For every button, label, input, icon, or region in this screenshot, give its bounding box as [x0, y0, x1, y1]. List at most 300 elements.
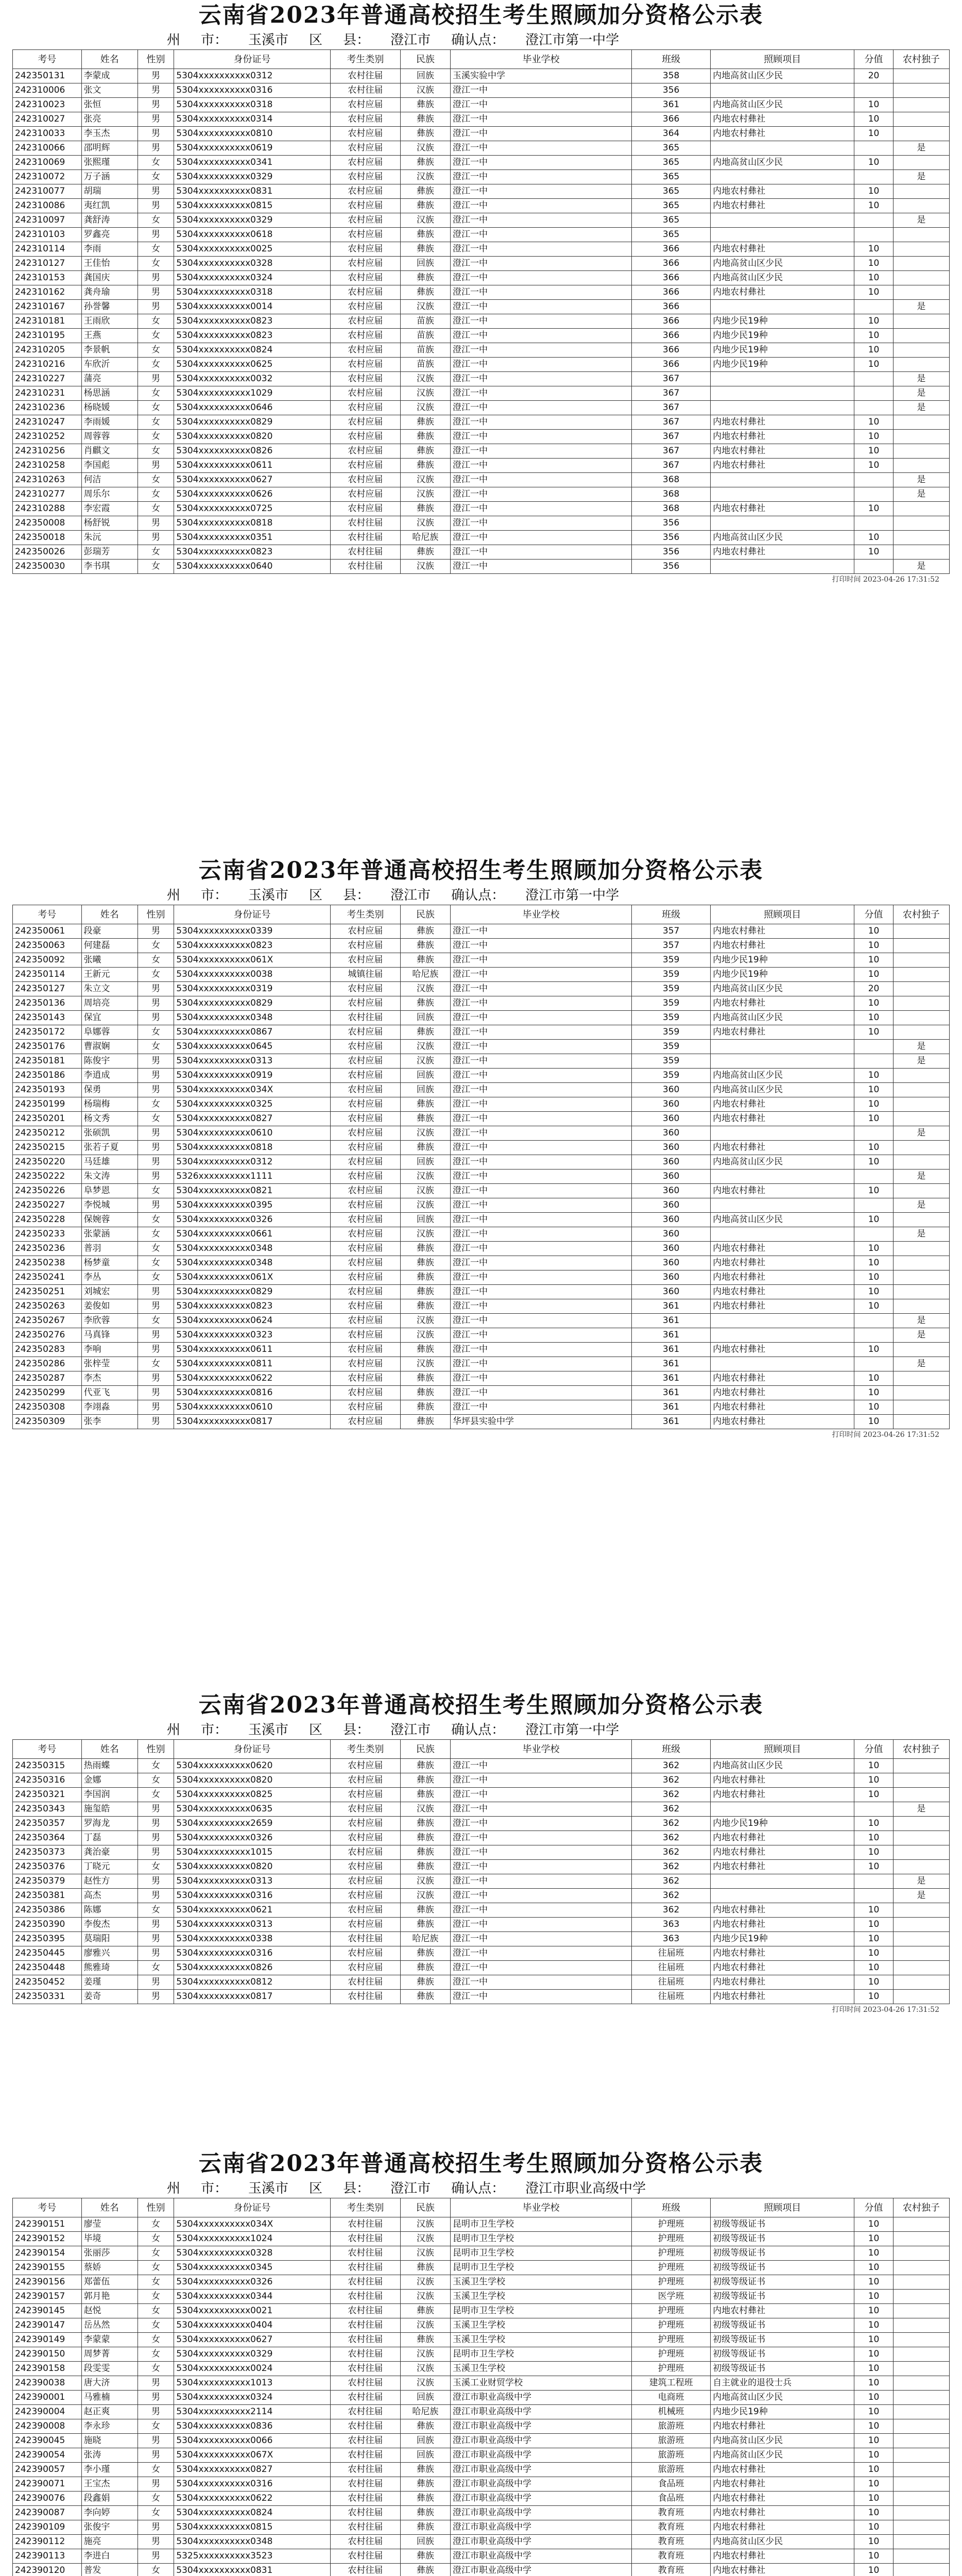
table-cell: 女 [138, 939, 174, 953]
table-cell [893, 271, 949, 285]
table-cell: 澄江一中 [450, 1170, 631, 1184]
table-cell: 内地少民19种 [711, 314, 854, 329]
table-cell: 242310258 [13, 459, 82, 473]
meta-shi: 玉溪市 [248, 2181, 289, 2196]
table-cell [854, 516, 893, 531]
table-cell: 男 [138, 996, 174, 1011]
table-row [13, 1831, 950, 1845]
table-cell: 回族 [400, 2434, 450, 2448]
table-cell: 10 [854, 1946, 893, 1961]
table-cell: 澄江一中 [450, 1141, 631, 1155]
table-row [13, 1343, 950, 1357]
table-cell: 农村应届 [330, 1270, 400, 1285]
table-cell: 澄江一中 [450, 170, 631, 184]
table-cell: 农村应届 [330, 1126, 400, 1141]
table-cell: 农村往届 [330, 2275, 400, 2290]
table-cell: 张若子夏 [81, 1141, 138, 1155]
table-row [13, 69, 950, 83]
table-cell: 何建磊 [81, 939, 138, 953]
table-cell: 是 [893, 1198, 949, 1213]
table-cell: 10 [854, 1990, 893, 2004]
meta-xian: 澄江市 [390, 32, 431, 48]
table-cell: 10 [854, 2246, 893, 2261]
table-cell: 男 [138, 1918, 174, 1932]
table-cell: 5304xxxxxxxxxx0348 [174, 1242, 331, 1256]
table-cell: 10 [854, 1845, 893, 1860]
table-cell: 农村应届 [330, 1198, 400, 1213]
table-cell: 男 [138, 2376, 174, 2391]
table-cell: 242310127 [13, 257, 82, 271]
table-cell: 杨文秀 [81, 1112, 138, 1126]
table-cell: 农村应届 [330, 502, 400, 516]
table-cell [893, 285, 949, 300]
table-cell: 是 [893, 1357, 949, 1371]
table-cell: 杨梦童 [81, 1256, 138, 1270]
table-cell [893, 1256, 949, 1270]
table-cell: 5304xxxxxxxxxx0348 [174, 1256, 331, 1270]
table-cell: 5304xxxxxxxxxx0661 [174, 1227, 331, 1242]
column-header: 身份证号 [174, 2198, 331, 2217]
table-cell: 澄江一中 [450, 285, 631, 300]
column-header: 毕业学校 [450, 2198, 631, 2217]
sheet-title: 云南省2023年普通高校招生考生照顾加分资格公示表 [198, 2, 764, 28]
table-cell: 澄江一中 [450, 953, 631, 968]
table-cell: 10 [854, 1759, 893, 1773]
table-cell: 内地农村彝社 [711, 2520, 854, 2535]
table-cell: 周梦菁 [81, 2347, 138, 2362]
table-row [13, 473, 950, 487]
table-cell: 内地农村彝社 [711, 502, 854, 516]
table-cell: 242350395 [13, 1932, 82, 1946]
table-cell: 5304xxxxxxxxxx0611 [174, 1343, 331, 1357]
table-cell: 242350308 [13, 1400, 82, 1415]
table-row [13, 184, 950, 199]
table-cell: 男 [138, 1415, 174, 1429]
table-cell: 368 [632, 502, 711, 516]
table-cell: 242350092 [13, 953, 82, 968]
table-cell: 澄江一中 [450, 1961, 631, 1975]
table-cell: 澄江一中 [450, 1990, 631, 2004]
table-cell: 汉族 [400, 1314, 450, 1328]
table-cell [893, 1270, 949, 1285]
table-cell [711, 1040, 854, 1054]
table-cell: 5304xxxxxxxxxx0820 [174, 430, 331, 444]
table-cell: 10 [854, 2304, 893, 2318]
table-cell: 曹淑娴 [81, 1040, 138, 1054]
table-cell: 是 [893, 560, 949, 574]
table-cell: 澄江一中 [450, 1874, 631, 1889]
table-cell: 5304xxxxxxxxxx0328 [174, 257, 331, 271]
table-cell: 是 [893, 1227, 949, 1242]
meta-shi: 玉溪市 [248, 888, 289, 903]
table-cell: 5304xxxxxxxxxx0038 [174, 968, 331, 982]
column-header: 性别 [138, 50, 174, 69]
table-row [13, 415, 950, 430]
table-cell: 机械班 [632, 2405, 711, 2419]
table-cell: 内地高贫山区少民 [711, 1155, 854, 1170]
table-cell: 彝族 [400, 2520, 450, 2535]
table-cell: 男 [138, 924, 174, 939]
table-cell: 5304xxxxxxxxxx1015 [174, 1845, 331, 1860]
table-cell: 10 [854, 2217, 893, 2232]
table-cell: 澄江市职业高级中学 [450, 2391, 631, 2405]
table-cell: 242390154 [13, 2246, 82, 2261]
table-cell: 女 [138, 257, 174, 271]
table-cell: 360 [632, 1242, 711, 1256]
table-cell: 农村应届 [330, 1025, 400, 1040]
column-header: 民族 [400, 905, 450, 924]
table-cell: 内地高贫山区少民 [711, 2535, 854, 2549]
table-cell: 内地农村彝社 [711, 2506, 854, 2520]
table-cell: 苗族 [400, 343, 450, 358]
table-cell: 廖莹 [81, 2217, 138, 2232]
table-cell: 男 [138, 228, 174, 242]
table-cell: 女 [138, 2275, 174, 2290]
table-cell: 242350227 [13, 1198, 82, 1213]
table-cell: 男 [138, 1845, 174, 1860]
table-cell: 5304xxxxxxxxxx0817 [174, 1415, 331, 1429]
table-cell: 农村应届 [330, 1946, 400, 1961]
table-cell: 5304xxxxxxxxxx0823 [174, 1299, 331, 1314]
table-cell: 农村应届 [330, 1040, 400, 1054]
table-cell: 内地农村彝社 [711, 1845, 854, 1860]
table-cell: 内地农村彝社 [711, 996, 854, 1011]
table-cell: 男 [138, 2535, 174, 2549]
table-cell: 普羽 [81, 1242, 138, 1256]
table-cell: 农村应届 [330, 372, 400, 386]
table-cell: 242350114 [13, 968, 82, 982]
meta-shi: 玉溪市 [248, 32, 289, 48]
table-cell [893, 1155, 949, 1170]
table-cell: 5304xxxxxxxxxx0820 [174, 1773, 331, 1788]
table-cell [893, 358, 949, 372]
table-cell: 澄江一中 [450, 242, 631, 257]
table-cell: 马真锋 [81, 1328, 138, 1343]
table-cell: 澄江一中 [450, 127, 631, 141]
table-cell [893, 2246, 949, 2261]
table-cell: 10 [854, 2535, 893, 2549]
table-cell: 内地农村彝社 [711, 1961, 854, 1975]
table-cell: 男 [138, 2477, 174, 2492]
table-cell [893, 2290, 949, 2304]
table-cell: 旅游班 [632, 2419, 711, 2434]
table-cell: 农村往届 [330, 2564, 400, 2576]
table-cell: 彝族 [400, 953, 450, 968]
table-cell: 农村往届 [330, 2549, 400, 2564]
table-cell: 360 [632, 1155, 711, 1170]
table-cell [893, 199, 949, 213]
table-cell: 242350226 [13, 1184, 82, 1198]
table-cell: 242350381 [13, 1889, 82, 1903]
meta-confirm-label: 确认点： [451, 888, 505, 903]
header-row [13, 1740, 950, 1759]
table-cell [893, 1184, 949, 1198]
table-cell: 李小瑾 [81, 2463, 138, 2477]
table-cell: 刘城宏 [81, 1285, 138, 1299]
table-cell: 360 [632, 1141, 711, 1155]
table-cell: 内地高贫山区少民 [711, 156, 854, 170]
table-cell: 10 [854, 531, 893, 545]
table-row [13, 1054, 950, 1069]
table-cell: 王佳怡 [81, 257, 138, 271]
table-cell: 242350061 [13, 924, 82, 939]
table-cell: 往届班 [632, 1961, 711, 1975]
table-cell: 彝族 [400, 2492, 450, 2506]
column-header: 分值 [854, 2198, 893, 2217]
table-row [13, 1270, 950, 1285]
column-header: 身份证号 [174, 905, 331, 924]
table-cell: 内地高贫山区少民 [711, 2434, 854, 2448]
table-cell: 男 [138, 2391, 174, 2405]
table-cell: 5304xxxxxxxxxx0811 [174, 1357, 331, 1371]
table-cell [893, 2492, 949, 2506]
table-cell: 代亚飞 [81, 1386, 138, 1400]
table-cell: 农村应届 [330, 430, 400, 444]
table-cell: 护理班 [632, 2232, 711, 2246]
table-cell: 李雨 [81, 242, 138, 257]
table-cell: 242390113 [13, 2549, 82, 2564]
table-cell: 姜瑾 [81, 1975, 138, 1990]
table-cell: 368 [632, 487, 711, 502]
table-cell: 农村应届 [330, 1112, 400, 1126]
table-cell: 农村应届 [330, 1845, 400, 1860]
table-cell: 澄江一中 [450, 415, 631, 430]
table-cell: 5304xxxxxxxxxx0624 [174, 1314, 331, 1328]
table-cell: 358 [632, 69, 711, 83]
table-cell: 364 [632, 127, 711, 141]
table-cell: 蒲亮 [81, 372, 138, 386]
table-cell: 汉族 [400, 2318, 450, 2333]
table-cell [893, 2347, 949, 2362]
table-cell: 初级等级证书 [711, 2290, 854, 2304]
table-cell: 女 [138, 953, 174, 968]
table-cell: 242310231 [13, 386, 82, 401]
meta-xian-label: 县： [343, 32, 370, 48]
table-cell: 5304xxxxxxxxxx0820 [174, 1860, 331, 1874]
table-cell: 242310066 [13, 141, 82, 156]
table-row [13, 1155, 950, 1170]
table-cell: 农村应届 [330, 473, 400, 487]
table-cell: 359 [632, 1025, 711, 1040]
table-cell [893, 924, 949, 939]
table-cell [893, 516, 949, 531]
table-row [13, 271, 950, 285]
table-cell [893, 1400, 949, 1415]
table-cell: 朱立文 [81, 982, 138, 996]
table-cell: 242350030 [13, 560, 82, 574]
table-cell: 10 [854, 1415, 893, 1429]
table-cell [893, 2333, 949, 2347]
table-cell: 10 [854, 1069, 893, 1083]
table-cell [893, 953, 949, 968]
table-cell: 男 [138, 1874, 174, 1889]
table-cell [711, 1227, 854, 1242]
table-cell: 澄江一中 [450, 1802, 631, 1817]
table-cell [854, 1227, 893, 1242]
table-cell: 内地少民19种 [711, 953, 854, 968]
table-cell: 内地高贫山区少民 [711, 2448, 854, 2463]
table-cell: 360 [632, 1227, 711, 1242]
table-cell: 彝族 [400, 1112, 450, 1126]
table-cell: 内地农村彝社 [711, 1256, 854, 1270]
table-cell: 5304xxxxxxxxxx0812 [174, 1975, 331, 1990]
table-cell: 澄江一中 [450, 1097, 631, 1112]
table-cell: 汉族 [400, 1040, 450, 1054]
table-cell: 澄江一中 [450, 1314, 631, 1328]
table-cell [893, 982, 949, 996]
table-cell: 是 [893, 1126, 949, 1141]
table-cell: 农村应届 [330, 271, 400, 285]
table-cell: 242390038 [13, 2376, 82, 2391]
table-cell: 内地农村彝社 [711, 1141, 854, 1155]
table-cell: 是 [893, 372, 949, 386]
table-cell: 澄江一中 [450, 1285, 631, 1299]
table-row [13, 430, 950, 444]
table-cell: 365 [632, 170, 711, 184]
table-cell: 农村往届 [330, 2261, 400, 2275]
table-cell: 哈尼族 [400, 531, 450, 545]
table-cell: 242310023 [13, 98, 82, 112]
table-cell: 华坪县实验中学 [450, 1415, 631, 1429]
table-cell [711, 473, 854, 487]
table-cell: 李欣蓉 [81, 1314, 138, 1328]
table-cell: 澄江一中 [450, 1328, 631, 1343]
table-cell: 10 [854, 415, 893, 430]
table-cell [893, 1371, 949, 1386]
table-cell: 5304xxxxxxxxxx0395 [174, 1198, 331, 1213]
table-cell: 彝族 [400, 156, 450, 170]
table-cell [854, 213, 893, 228]
header-row [13, 50, 950, 69]
table-cell: 苗族 [400, 314, 450, 329]
table-cell: 366 [632, 242, 711, 257]
table-cell: 359 [632, 953, 711, 968]
table-cell: 内地高贫山区少民 [711, 271, 854, 285]
table-cell [893, 329, 949, 343]
table-cell: 朱文涛 [81, 1170, 138, 1184]
table-cell: 10 [854, 2232, 893, 2246]
column-header: 性别 [138, 1740, 174, 1759]
table-cell: 10 [854, 2506, 893, 2520]
table-row [13, 968, 950, 982]
table-cell [893, 1932, 949, 1946]
table-cell: 澄江一中 [450, 386, 631, 401]
table-cell: 女 [138, 1040, 174, 1054]
table-cell: 内地农村彝社 [711, 1788, 854, 1802]
table-cell: 5325xxxxxxxxxx3523 [174, 2549, 331, 2564]
table-cell: 澄江一中 [450, 1371, 631, 1386]
table-cell: 金娜 [81, 1773, 138, 1788]
table-cell: 肖麒文 [81, 444, 138, 459]
table-cell: 10 [854, 2405, 893, 2419]
table-cell: 彝族 [400, 415, 450, 430]
table-cell: 男 [138, 199, 174, 213]
table-cell: 内地少民19种 [711, 358, 854, 372]
table-cell: 内地农村彝社 [711, 285, 854, 300]
table-cell [893, 1831, 949, 1845]
table-cell: 内地高贫山区少民 [711, 1083, 854, 1097]
table-cell: 361 [632, 98, 711, 112]
table-cell: 食品班 [632, 2492, 711, 2506]
meta-zhou: 州 [167, 32, 181, 48]
table-cell: 内地少民19种 [711, 968, 854, 982]
table-cell: 男 [138, 1011, 174, 1025]
column-header: 民族 [400, 50, 450, 69]
table-cell: 361 [632, 1357, 711, 1371]
table-cell: 农村往届 [330, 2448, 400, 2463]
table-cell [893, 2362, 949, 2376]
table-cell: 10 [854, 2290, 893, 2304]
table-cell: 农村应届 [330, 1343, 400, 1357]
qualification-table [12, 2198, 950, 2576]
table-cell: 10 [854, 1903, 893, 1918]
table-cell: 彝族 [400, 112, 450, 127]
table-cell [893, 257, 949, 271]
table-cell: 242310097 [13, 213, 82, 228]
table-row [13, 2318, 950, 2333]
table-cell: 5304xxxxxxxxxx0621 [174, 1903, 331, 1918]
table-cell: 岳丛然 [81, 2318, 138, 2333]
table-cell: 农村应届 [330, 285, 400, 300]
table-cell: 汉族 [400, 487, 450, 502]
table-cell: 彝族 [400, 459, 450, 473]
table-row [13, 228, 950, 242]
table-cell [893, 228, 949, 242]
table-cell: 彝族 [400, 2261, 450, 2275]
table-cell: 王新元 [81, 968, 138, 982]
table-cell: 女 [138, 329, 174, 343]
table-cell: 彝族 [400, 430, 450, 444]
table-cell: 农村往届 [330, 2463, 400, 2477]
table-cell: 农村应届 [330, 1328, 400, 1343]
table-cell: 教育班 [632, 2549, 711, 2564]
table-cell [893, 156, 949, 170]
table-row [13, 213, 950, 228]
table-cell: 农村往届 [330, 2520, 400, 2535]
table-cell: 彝族 [400, 1242, 450, 1256]
table-cell: 242350263 [13, 1299, 82, 1314]
table-cell: 彝族 [400, 285, 450, 300]
table-cell: 242350364 [13, 1831, 82, 1845]
table-cell: 359 [632, 996, 711, 1011]
table-cell: 10 [854, 2275, 893, 2290]
table-cell: 367 [632, 415, 711, 430]
table-cell: 男 [138, 1155, 174, 1170]
table-cell: 澄江一中 [450, 1155, 631, 1170]
table-cell: 农村应届 [330, 1773, 400, 1788]
table-cell: 242350299 [13, 1386, 82, 1400]
table-cell: 昆明市卫生学校 [450, 2232, 631, 2246]
table-cell [893, 2405, 949, 2419]
table-cell [854, 300, 893, 314]
table-cell: 农村往届 [330, 2246, 400, 2261]
table-row [13, 1802, 950, 1817]
table-cell: 农村应届 [330, 1155, 400, 1170]
table-cell: 周乐尔 [81, 487, 138, 502]
table-cell: 242350193 [13, 1083, 82, 1097]
table-cell: 彝族 [400, 444, 450, 459]
table-cell: 5304xxxxxxxxxx0024 [174, 2362, 331, 2376]
table-cell: 内地农村彝社 [711, 127, 854, 141]
table-cell: 242350186 [13, 1069, 82, 1083]
table-cell: 澄江一中 [450, 228, 631, 242]
table-cell: 汉族 [400, 1054, 450, 1069]
table-cell: 往届班 [632, 1975, 711, 1990]
table-cell: 242310153 [13, 271, 82, 285]
table-cell: 357 [632, 924, 711, 939]
table-cell: 242310181 [13, 314, 82, 329]
table-cell [711, 141, 854, 156]
